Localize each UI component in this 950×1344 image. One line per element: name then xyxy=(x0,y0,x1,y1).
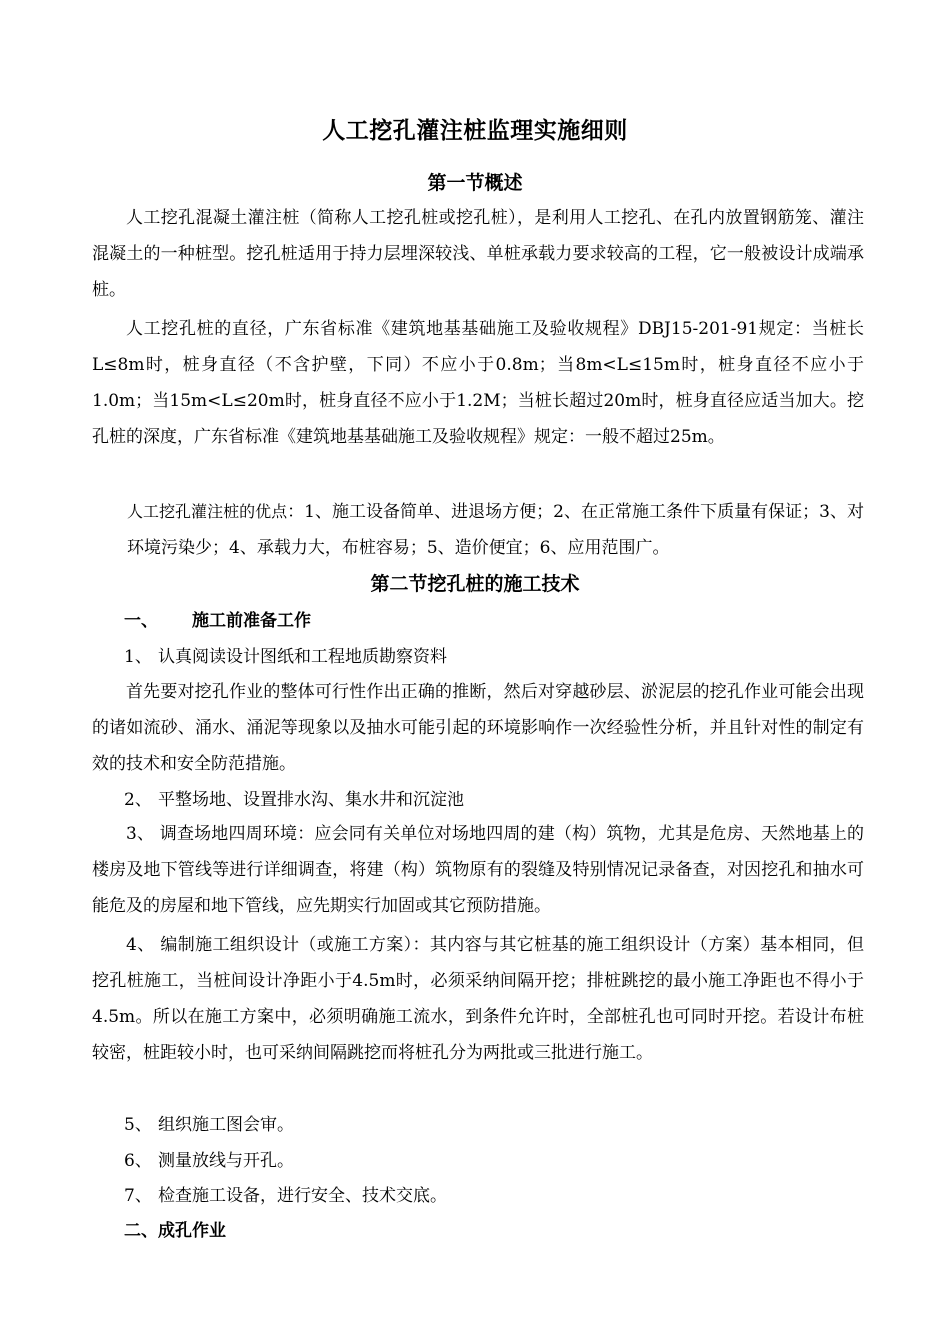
list-item-7-number: 7、 xyxy=(124,1186,152,1206)
list-item-1 xyxy=(124,642,447,672)
heading-hole-forming: 二、成孔作业 xyxy=(124,1221,226,1241)
list-item-3-paragraph: 3、 调查场地四周环境：应会同有关单位对场地四周的建（构）筑物，尤其是危房、天然地基上的楼房及地下管线等进行详细调查，将建（构）筑物原有的裂缝及特别情况记录备查，对因挖孔和抽水可能危及的房屋和地下管线，应先期实行加固或其它预防措施。 xyxy=(92,824,864,916)
list-item-1-text: 认真阅读设计图纸和工程地质勘察资料 xyxy=(158,647,447,667)
section-2-title: 第二节挖孔桩的施工技术 xyxy=(370,573,580,595)
section-1-title: 第一节概述 xyxy=(427,172,523,194)
list-item-2-text: 平整场地、设置排水沟、集水井和沉淀池 xyxy=(158,790,464,810)
advantages-label: 人工挖孔灌注桩的优点 xyxy=(127,502,288,521)
list-item-6-text: 测量放线与开孔。 xyxy=(158,1151,294,1171)
list-item-6-number: 6、 xyxy=(124,1151,152,1171)
list-item-5-text: 组织施工图会审。 xyxy=(158,1115,294,1135)
list-item-5-number: 5、 xyxy=(124,1115,152,1135)
list-item-1-paragraph: 首先要对挖孔作业的整体可行性作出正确的推断，然后对穿越砂层、淤泥层的挖孔作业可能会出现的诸如流砂、涌水、涌泥等现象以及抽水可能引起的环境影响作一次经验性分析，并且针对性的制定有效的技术和安全防范措施。 xyxy=(92,682,864,774)
list-item-2-number: 2、 xyxy=(124,790,152,810)
heading-preparation xyxy=(124,607,311,635)
heading-preparation-number: 一、 xyxy=(124,611,158,631)
advantages-text: ：1、施工设备简单、进退场方便；2、在正常施工条件下质量有保证；3、对环境污染少；4、承载力大，布桩容易；5、造价便宜；6、应用范围广。 xyxy=(127,502,864,558)
list-item-1-number: 1、 xyxy=(124,647,152,667)
section-1-paragraph-2: 人工挖孔桩的直径，广东省标准《建筑地基基础施工及验收规程》DBJ15-201-91规定：当桩长L≤8m时，桩身直径（不含护壁，下同）不应小于0.8m；当8m<L≤15m时，桩身直径不应小于1.0m；当15m<L≤20m时，桩身直径不应小于1.2M；当桩长超过20m时，桩身直径应适当加大。挖孔桩的深度，广东省标准《建筑地基基础施工及验收规程》规定：一般不超过25m。 xyxy=(92,319,864,447)
list-item-4-paragraph: 4、 编制施工组织设计（或施工方案）：其内容与其它桩基的施工组织设计（方案）基本相同，但挖孔桩施工，当桩间设计净距小于4.5m时，必须采纳间隔开挖；排桩跳挖的最小施工净距也不得小于4.5m。所以在施工方案中，必须明确施工流水，到条件允许时，全部桩孔也可同时开挖。若设计布桩较密，桩距较小时，也可采纳间隔跳挖而将桩孔分为两批或三批进行施工。 xyxy=(92,935,864,1063)
list-item-7-text: 检查施工设备，进行安全、技术交底。 xyxy=(158,1186,447,1206)
list-item-6 xyxy=(124,1146,294,1176)
list-item-5 xyxy=(124,1110,294,1140)
heading-preparation-text: 施工前准备工作 xyxy=(192,611,311,631)
list-item-7 xyxy=(124,1181,447,1211)
list-item-2 xyxy=(124,785,464,815)
section-1-advantages xyxy=(127,494,864,566)
section-1-paragraph-1: 人工挖孔混凝土灌注桩（简称人工挖孔桩或挖孔桩），是利用人工挖孔、在孔内放置钢筋笼、灌注混凝土的一种桩型。挖孔桩适用于持力层埋深较浅、单桩承载力要求较高的工程，它一般被设计成端承桩。 xyxy=(92,208,864,300)
document-title: 人工挖孔灌注桩监理实施细则 xyxy=(322,118,628,144)
